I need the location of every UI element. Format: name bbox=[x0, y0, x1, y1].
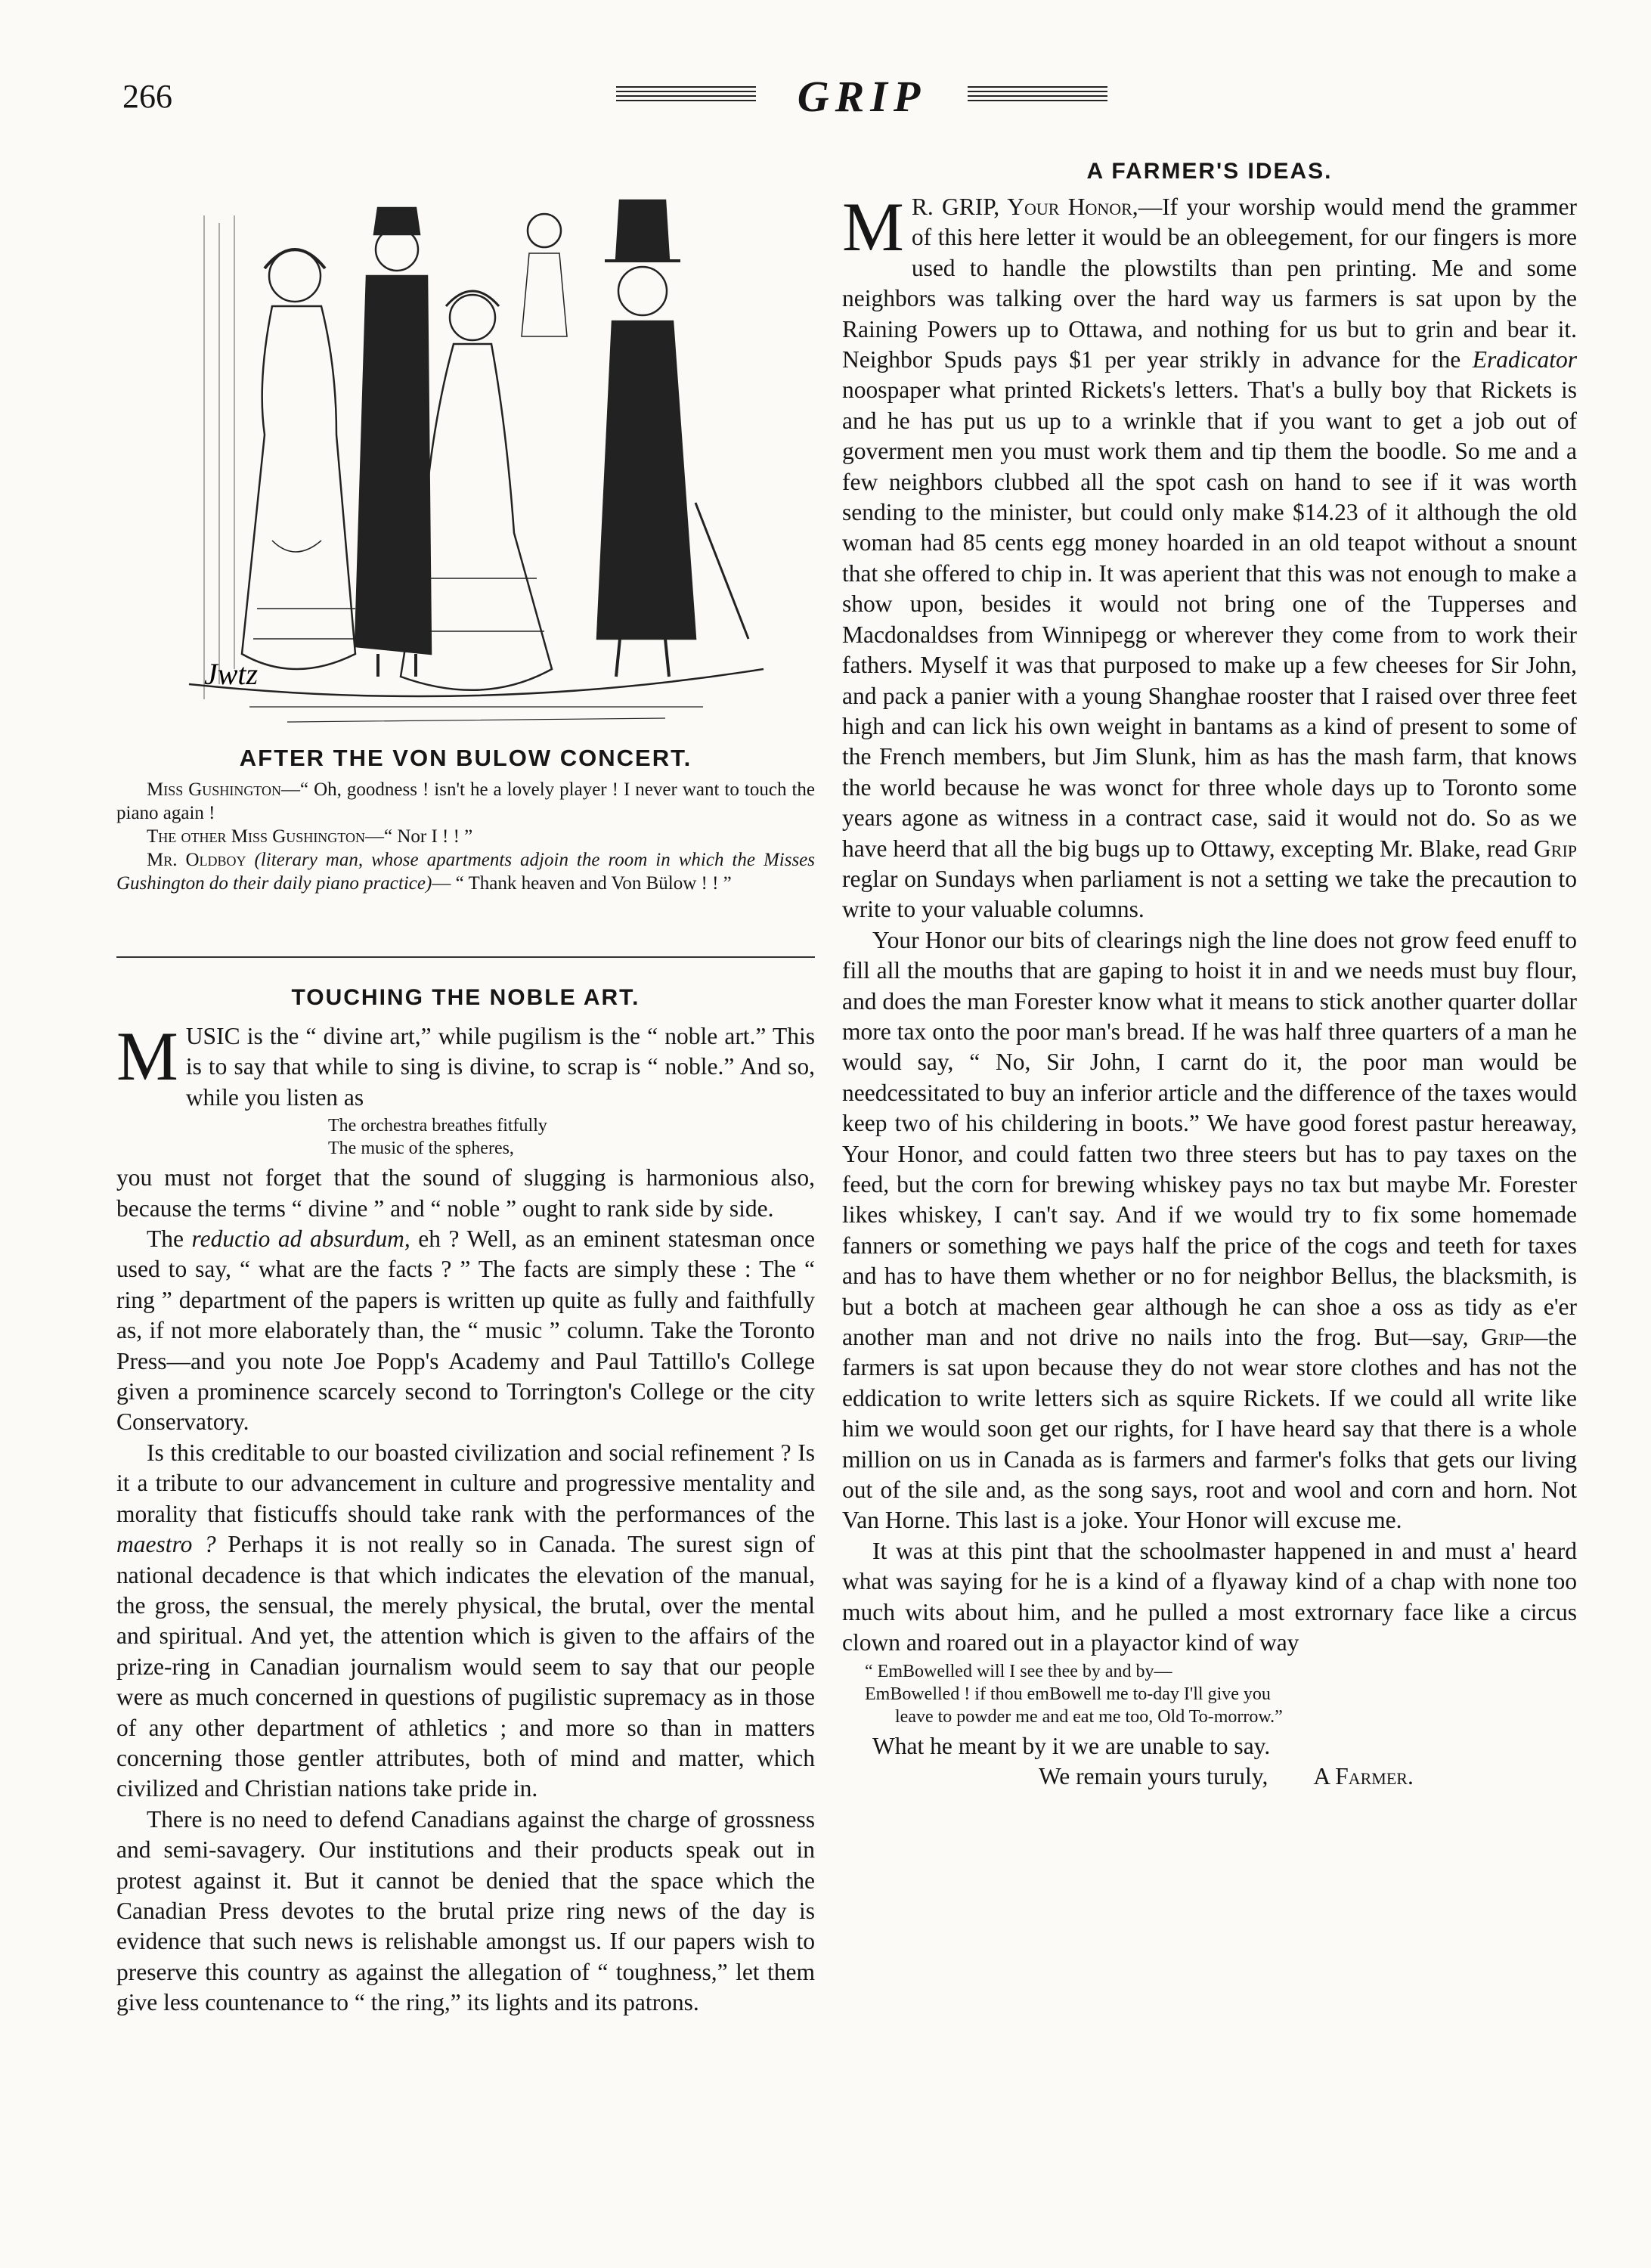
article-title: TOUCHING THE NOBLE ART. bbox=[291, 985, 640, 1010]
article-paragraph: you must not forget that the sound of slugging is harmonious also, because the terms “ divine ” and “ noble ” ought to rank side by side. bbox=[116, 1164, 815, 1222]
cartoon-illustration bbox=[174, 185, 779, 737]
letter-signature: A Farmer. bbox=[1313, 1762, 1414, 1789]
cartoon-caption bbox=[116, 745, 815, 895]
article-paragraph: Your Honor our bits of clearings nigh the line does not grow feed enuff to fill all the mouths that are gaping to hoist it in and we needs must buy flour, and does the man Forester know what it means to stick another quarter dollar more tax onto the poor man's bread. If he was half three quarters of a man he would say, “ No, Sir John, I carnt do it, the poor man would be needcessitated to buy an inferior article and the difference of the taxes would keep two of his childering in boots.” We have good forest pastur hereaway, Your Honor, and could fatten two three steers but has to pay taxes on the feed, but the corn for brewing whiskey pays no tax but maybe Mr. Forester likes whiskey, I can't say. And if we would try to fix some homemade fanners or something we pays half the price of the cogs and teeth for taxes and has to have them whether or no for neighbor Bellus, the blacksmith, is but a botch at macheen gear although he can shoe a oss as tidy as e'er another man and not drive no nails into the frog. But—say, Grip—the farmers is sat upon because they do not wear store clothes and has not the eddication to write letters sich as squire Rickets. If we could all write like him we would soon get our rights, for I have heard say that there is a whole million on us in Canada as is farmers and farmer's folks that gets our living out of the sile and, as the song says, root and wool and corn and horn. Not Van Horne. This last is a joke. Your Honor will excuse me. bbox=[842, 926, 1578, 1534]
cartoon-signature: Jwtz bbox=[204, 657, 259, 691]
caption-line-3: Mr. Oldboy (literary man, whose apartments adjoin the room in which the Misses Gushington do their daily piano practice)— “ Thank heaven and Von Bülow ! ! ” bbox=[116, 850, 815, 894]
article-farmers-ideas bbox=[842, 159, 1577, 1792]
article-title: A FARMER'S IDEAS. bbox=[1086, 159, 1333, 184]
verse-quote: “ EmBowelled will I see thee by and by— EmBowelled ! if thou emBowell me to-day I'll give you leave to powder me and eat me too, Old To-morrow.” bbox=[865, 1661, 1283, 1727]
article-paragraph: There is no need to defend Canadians against the charge of grossness and semi-savagery. Our institutions and their products speak out in protest against it. But it cannot be denied that the space which the Canadian Press devotes to the brutal prize ring news of the day is evidence that such news is relishable amongst us. If our papers wish to preserve this country as against the allegation of “ toughness,” let them give less countenance to “ the ring,” its lights and its patrons. bbox=[116, 1805, 815, 2016]
masthead-rule-right bbox=[968, 86, 1107, 104]
masthead bbox=[616, 72, 1107, 121]
article-paragraph: It was at this pint that the schoolmaster happened in and must a' heard what was saying for he is a kind of a flyaway kind of a chap with none too much wits about him, and he pulled a most extrornary face like a circus clown and roared out in a playactor kind of way bbox=[842, 1537, 1577, 1656]
letter-signoff: We remain yours turuly, A Farmer. bbox=[1039, 1762, 1414, 1789]
drop-cap: M bbox=[842, 188, 904, 265]
caption-line-2: The other Miss Gushington—“ Nor I ! ! ” bbox=[147, 826, 473, 847]
verse-quote: The orchestra breathes fitfully The music of the spheres, bbox=[328, 1116, 547, 1159]
article-paragraph: M R. GRIP, Your Honor,—If your worship would mend the grammer of this here letter it would be an obleegement, for our fingers is more used to handle the plowstilts than pen printing. Me and some neighbors was talking over the hard way us farmers is sat upon by the Raining Powers up to Ottawa, and nothing for us but to grin and bear it. Neighbor Spuds pays $1 per year strikly in advance for the Eradicator noospaper what printed Rickets's letters. That's a bully boy that Rickets is and he has put us up to a wrinkle that if you want to get a job out of goverment men you must work them and tip them the boodle. So me and a few neighbors clubbed all the spot cash on hand to see if it was worth sending to the minister, but could only make $14.23 of it although the old woman had 85 cents egg money hoarded in an old teapot without a snount that she offered to chip in. It was aperient that this was not enough to make a show upon, besides it would not bring one of the Tupperses and Macdonaldses from Winnipegg or wherever they come from to work their fathers. Myself it was that purposed to make up a few cheeses for Sir John, and pack a panier with a young Shanghae rooster that I raised over three feet high and can lick his own weight in bantams as a kind of present to some of the French members, but Jim Slunk, him as has the mash farm, that knows the world because he was wonct for three whole days up to Toronto some years agone as witness in a contract case, said it would not do. So as we have heerd that all the big bugs up to Ottawy, excepting Mr. Blake, read Grip reglar on Sundays when parliament is not a setting we take the precaution to write to your valuable columns. bbox=[842, 188, 1578, 923]
article-paragraph: The reductio ad absurdum, eh ? Well, as an eminent statesman once used to say, “ what are the facts ? ” The facts are simply these : The “ ring ” department of the papers is written up quite as fully and faithfully as, if not more elaborately than, the “ music ” column. Take the Toronto Press—and you note Joe Popp's Academy and Paul Tattillo's College given a prominence scarcely second to Torrington's College or the city Conservatory. bbox=[116, 1225, 816, 1436]
masthead-title: GRIP bbox=[797, 72, 927, 121]
caption-line-1: Miss Gushington—“ Oh, goodness ! isn't he a lovely player ! I never want to touch the piano again ! bbox=[116, 779, 816, 823]
article-touching-noble-art bbox=[116, 985, 815, 2019]
article-paragraph: What he meant by it we are unable to say. bbox=[872, 1732, 1271, 1759]
article-paragraph: Is this creditable to our boasted civilization and social refinement ? Is it a tribute to our advancement in culture and progressive mentality and morality that fisticuffs should take rank with the performances of the maestro ? Perhaps it is not really so in Canada. The surest sign of national decadence is that which indicates the elevation of the manual, the gross, the sensual, the merely physical, the brutal, over the mental and spiritual. And yet, the attention which is given to the affairs of the prize-ring in Canadian journalism would seem to say that our people were as much concerned in questions of pugilistic supremacy as in those of any other department of athletics ; and more so than in matters concerning those gentler attributes, both of mind and matter, which civilized and Christian nations take pride in. bbox=[116, 1439, 815, 1802]
page-number: 266 bbox=[122, 78, 172, 115]
caption-title: AFTER THE VON BULOW CONCERT. bbox=[239, 745, 692, 771]
article-paragraph: MUSIC is the “ divine art,” while pugilism is the “ noble art.” This is to say that while to sing is divine, to scrap is “ noble.” And so, while you listen as bbox=[116, 1018, 815, 1111]
section-divider bbox=[116, 956, 815, 958]
drop-cap: M bbox=[116, 1018, 178, 1095]
